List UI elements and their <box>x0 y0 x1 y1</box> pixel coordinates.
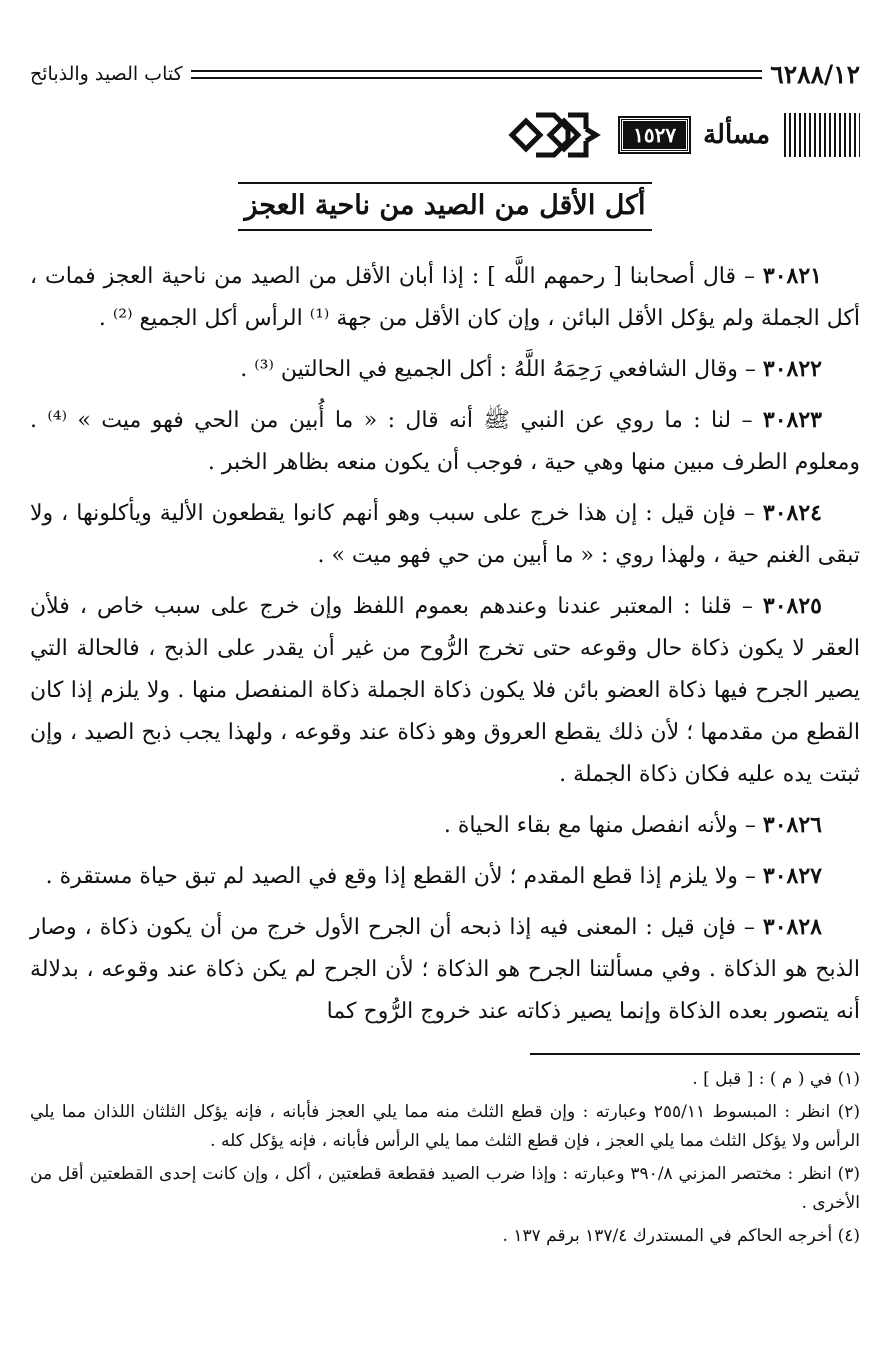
paragraph-text: – لنا : ما روي عن النبي ﷺ أنه قال : « ما أُبين من الحي فهو ميت » ⁽⁴⁾ . ومعلوم الطرف مبين منها وهي حية ، فوجب أن يكون منعه بظاهر الخبر . <box>30 408 860 475</box>
paragraph <box>30 855 860 898</box>
paragraph-text: – ولا يلزم إذا قطع المقدم ؛ لأن القطع إذا وقع في الصيد لم تبق حياة مستقرة . <box>45 864 763 889</box>
paragraph-text: – فإن قيل : إن هذا خرج على سبب وهو أنهم كانوا يقطعون الألية ويأكلونها ، ولا تبقى الغنم حية ، ولهذا روي : « ما أبين من حي فهو ميت » . <box>30 501 860 568</box>
interlace-ornament-icon <box>506 107 602 163</box>
paragraph-number: ٣٠٨٢٦ <box>762 812 822 838</box>
paragraph-number: ٣٠٨٢٣ <box>762 407 822 433</box>
footnotes <box>30 1065 860 1251</box>
paragraph-text: – قلنا : المعتبر عندنا وعندهم بعموم اللفظ وإن خرج على سبب خاص ، فلأن العقر لا يكون ذكاة حال وقوعه حتى تخرج الرُّوح من غير أن يقدر على الذبح ، فالحالة التي يصير الجرح فيها ذكاة العضو بائن فلا يكون ذكاة الجملة ذكاة المنفصل منها . ولا يلزم إذا كان القطع من مقدمها ؛ لأن ذلك يقطع العروق وهو ذكاة عند وقوعه ، ولهذا يجب ذبح الصيد ، وإن ثبتت يده عليه فكان ذكاة الجملة . <box>30 594 860 787</box>
paragraph-text: – ولأنه انفصل منها مع بقاء الحياة . <box>443 813 763 838</box>
paragraph-number: ٣٠٨٢٢ <box>762 356 822 382</box>
footnote: (٣) انظر : مختصر المزني ٣٩٠/٨ وعبارته : وإذا ضرب الصيد فقطعة قطعتين ، أكل ، وإن كانت إحدى القطعتين أقل من الأخرى . <box>30 1164 860 1213</box>
paragraph-number: ٣٠٨٢٥ <box>762 593 822 619</box>
book-page <box>30 50 860 1255</box>
paragraph <box>30 585 860 796</box>
paragraph <box>30 255 860 340</box>
paragraph <box>30 348 860 391</box>
book-title: كتاب الصيد والذبائح <box>30 63 183 85</box>
masala-number: ١٥٢٧ <box>620 118 689 152</box>
masala-label: مسألة <box>703 120 770 150</box>
paragraph-number: ٣٠٨٢٧ <box>762 863 822 889</box>
footnote: (٢) انظر : المبسوط ٢٥٥/١١ وعبارته : وإن قطع الثلث منه مما يلي العجز فأبانه ، فإنه يؤكل الثلثان اللذان مما يلي الرأس ولا يؤكل الثلث مما يلي العجز ، فإن قطع الثلث مما يلي الرأس فأبانه ، فإنه يؤكل كله . <box>30 1102 860 1151</box>
paragraph-text: – فإن قيل : المعنى فيه إذا ذبحه أن الجرح الأول خرج من أن يكون ذكاة ، وصار الذبح هو الذكاة . وفي مسألتنا الجرح هو الذكاة ؛ لأن الجرح لم يكن ذكاة عند وقوعه ، بدلالة أنه يتصور بعده الذكاة وإنما يصير ذكاته عند خروج الرُّوح كما <box>30 915 860 1024</box>
paragraph-text: – قال أصحابنا [ رحمهم اللَّه ] : إذا أبان الأقل من الصيد من ناحية العجز فمات ، أكل الجملة ولم يؤكل الأقل البائن ، وإن كان الأقل من جهة ⁽¹⁾ الرأس أكل الجميع ⁽²⁾ . <box>30 264 860 331</box>
paragraph-number: ٣٠٨٢٤ <box>762 500 822 526</box>
running-header <box>30 50 860 98</box>
masala-banner <box>30 106 860 164</box>
paragraph-number: ٣٠٨٢٨ <box>762 914 822 940</box>
section-heading: أكل الأقل من الصيد من ناحية العجز <box>238 182 651 231</box>
footnote-divider <box>530 1053 860 1055</box>
paragraph-number: ٣٠٨٢١ <box>762 263 822 289</box>
body-text <box>30 255 860 1033</box>
page-number: ٦٢٨٨/١٢ <box>770 59 860 89</box>
footnote: (٤) أخرجه الحاكم في المستدرك ١٣٧/٤ برقم ١٣٧ . <box>502 1226 860 1246</box>
paragraph-text: – وقال الشافعي رَحِمَهُ اللَّهُ : أكل الجميع في الحالتين ⁽³⁾ . <box>240 357 763 382</box>
paragraph <box>30 399 860 484</box>
striped-bars-ornament <box>784 113 860 157</box>
section-heading-wrap <box>30 182 860 231</box>
paragraph <box>30 906 860 1033</box>
paragraph <box>30 492 860 577</box>
header-double-rule <box>191 70 763 79</box>
footnote: (١) في ( م ) : [ قبل ] . <box>692 1069 860 1089</box>
paragraph <box>30 804 860 847</box>
